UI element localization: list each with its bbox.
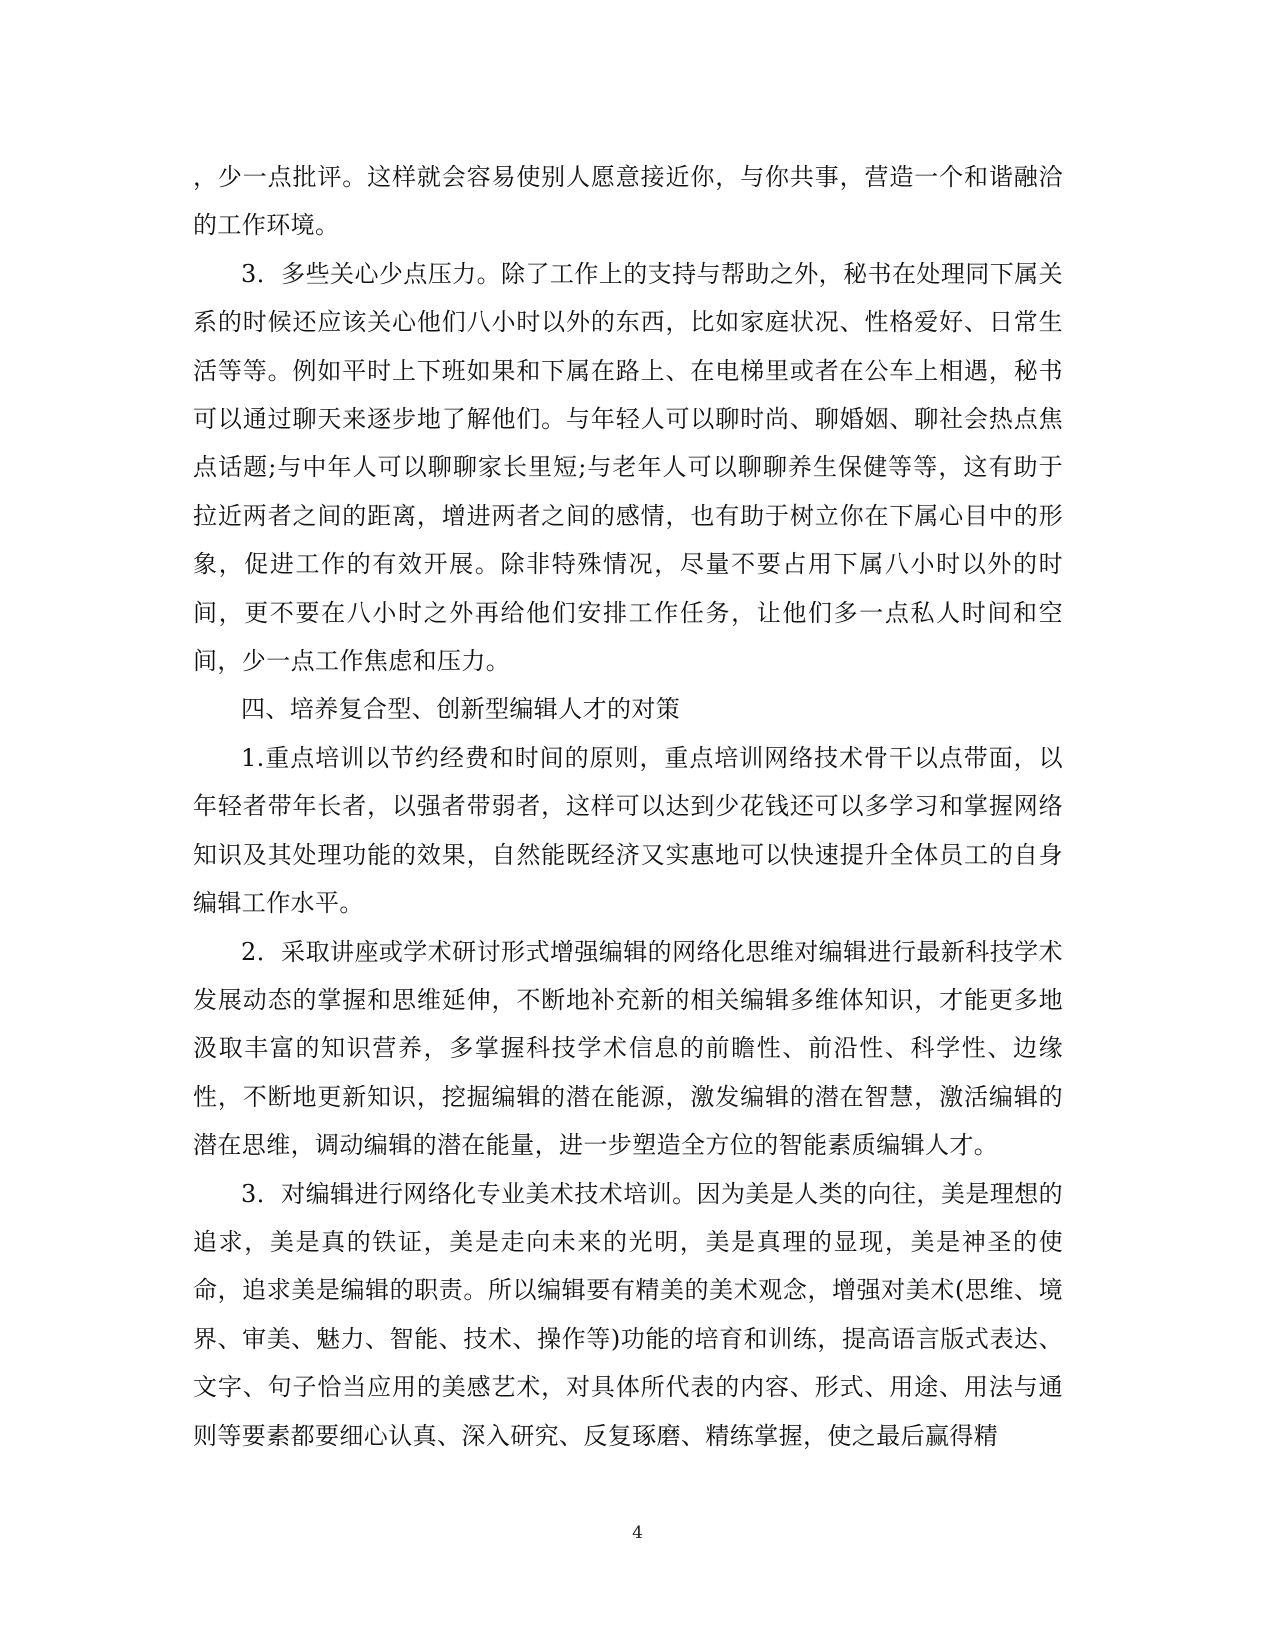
- page-number: 4: [632, 1523, 643, 1543]
- paragraph-continuation: ，少一点批评。这样就会容易使别人愿意接近你，与你共事，营造一个和谐融洽的工作环境。: [193, 163, 1063, 240]
- body-text: [193, 153, 1063, 1460]
- paragraph-item-1-training: 1.重点培训以节约经费和时间的原则，重点培训网络技术骨干以点带面，以年轻者带年长者，以强者带弱者，这样可以达到少花钱还可以多学习和掌握网络知识及其处理功能的效果，自然能既经济又实惠地可以快速提升全体员工的自身编辑工作水平。: [193, 743, 1063, 918]
- paragraph-item-3-art: 3．对编辑进行网络化专业美术技术培训。因为美是人类的向往，美是理想的追求，美是真的铁证，美是走向未来的光明，美是真理的显现，美是神圣的使命，追求美是编辑的职责。所以编辑要有精美的美术观念，增强对美术(思维、境界、审美、魅力、智能、技术、操作等)功能的培育和训练，提高语言版式表达、文字、句子恰当应用的美感艺术，对具体所代表的内容、形式、用途、用法与通则等要素都要细心认真、深入研究、反复琢磨、精练掌握，使之最后赢得精: [193, 1179, 1063, 1450]
- paragraph-item-3-care: 3．多些关心少点压力。除了工作上的支持与帮助之外，秘书在处理同下属关系的时候还应该关心他们八小时以外的东西，比如家庭状况、性格爱好、日常生活等等。例如平时上下班如果和下属在路上、在电梯里或者在公车上相遇，秘书可以通过聊天来逐步地了解他们。与年轻人可以聊时尚、聊婚姻、聊社会热点焦点话题;与中年人可以聊聊家长里短;与老年人可以聊聊养生保健等等，这有助于拉近两者之间的距离，增进两者之间的感情，也有助于树立你在下属心目中的形象，促进工作的有效开展。除非特殊情况，尽量不要占用下属八小时以外的时间，更不要在八小时之外再给他们安排工作任务，让他们多一点私人时间和空间，少一点工作焦虑和压力。: [193, 259, 1063, 676]
- paragraph-item-2-lectures: 2．采取讲座或学术研讨形式增强编辑的网络化思维对编辑进行最新科技学术发展动态的掌握和思维延伸，不断地补充新的相关编辑多维体知识，才能更多地汲取丰富的知识营养，多掌握科技学术信息的前瞻性、前沿性、科学性、边缘性，不断地更新知识，挖掘编辑的潜在能源，激发编辑的潜在智慧，激活编辑的潜在思维，调动编辑的潜在能量，进一步塑造全方位的智能素质编辑人才。: [193, 937, 1063, 1160]
- section-heading-four: 四、培养复合型、创新型编辑人才的对策: [241, 695, 681, 724]
